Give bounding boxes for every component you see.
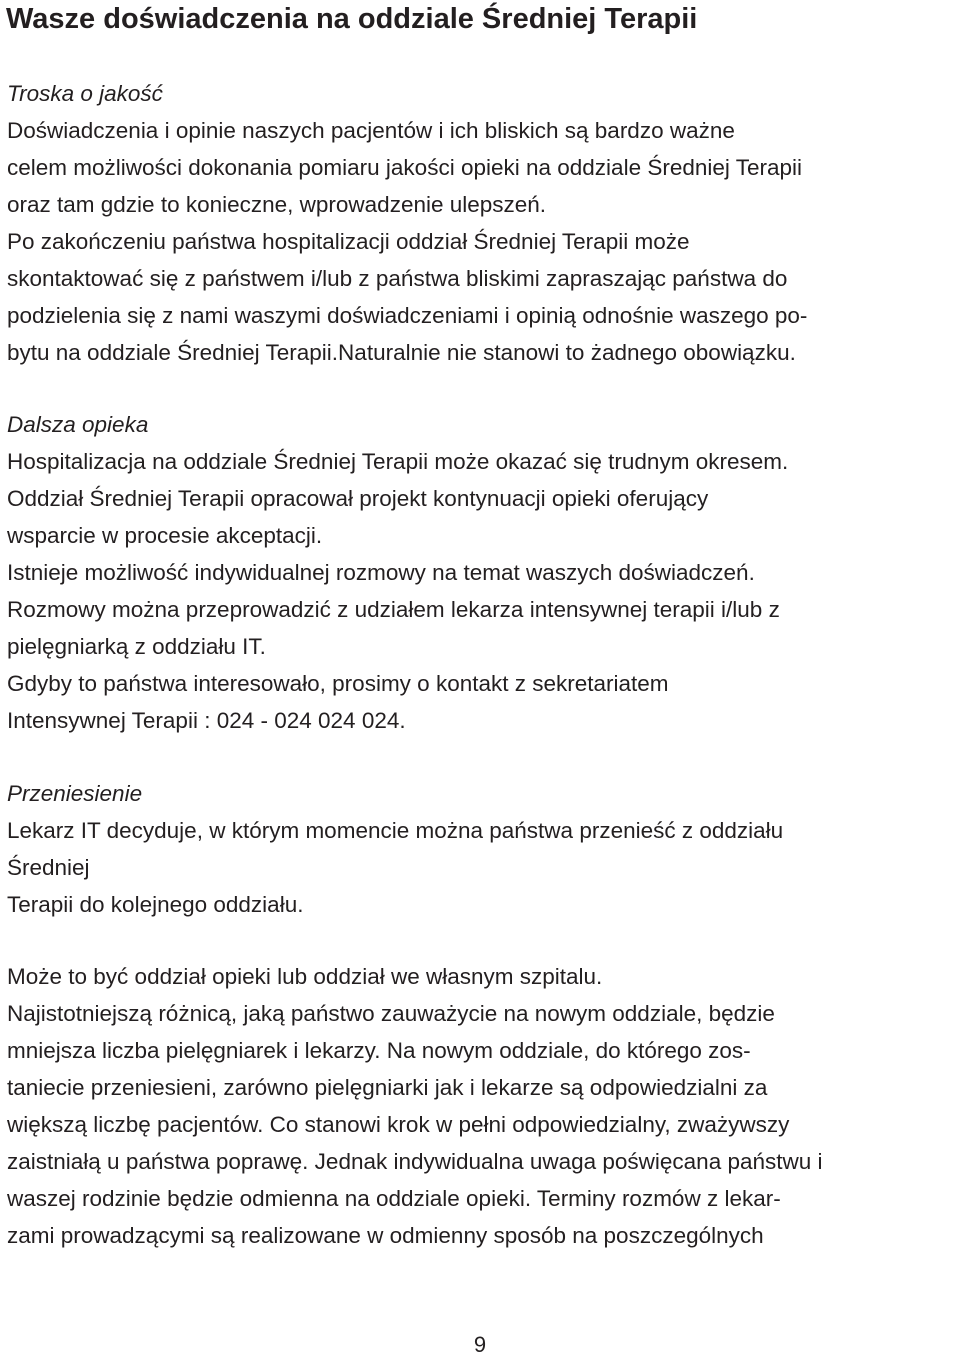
paragraph-line: Po zakończeniu państwa hospitalizacji oddział Średniej Terapii może: [7, 229, 690, 254]
paragraph-line: Może to być oddział opieki lub oddział we własnym szpitalu.: [7, 964, 603, 989]
paragraph-line: większą liczbę pacjentów. Co stanowi krok w pełni odpowiedzialny, zważywszy: [7, 1112, 790, 1137]
page-number: 9: [473, 1332, 487, 1357]
paragraph-line: pielęgniarką z oddziału IT.: [7, 634, 266, 659]
paragraph-line: Oddział Średniej Terapii opracował projekt kontynuacji opieki oferujący: [7, 486, 709, 511]
paragraph-line: skontaktować się z państwem i/lub z państwa bliskimi zapraszając państwa do: [7, 266, 788, 291]
paragraph-line: Doświadczenia i opinie naszych pacjentów i ich bliskich są bardzo ważne: [7, 118, 735, 143]
paragraph-line: zami prowadzącymi są realizowane w odmienny sposób na poszczególnych: [7, 1223, 764, 1248]
section-heading: Troska o jakość: [7, 81, 163, 106]
paragraph-line: Istnieje możliwość indywidualnej rozmowy na temat waszych doświadczeń.: [7, 560, 755, 585]
paragraph-line: wsparcie w procesie akceptacji.: [7, 523, 323, 548]
paragraph-line: mniejsza liczba pielęgniarek i lekarzy. Na nowym oddziale, do którego zos-: [7, 1038, 751, 1063]
paragraph-line: Hospitalizacja na oddziale Średniej Terapii może okazać się trudnym okresem.: [7, 449, 789, 474]
page-title: Wasze doświadczenia na oddziale Średniej Terapii: [6, 3, 698, 35]
paragraph-line: Gdyby to państwa interesowało, prosimy o kontakt z sekretariatem: [7, 671, 669, 696]
paragraph-line: Lekarz IT decyduje, w którym momencie można państwa przenieść z oddziału: [7, 818, 784, 843]
paragraph-line: taniecie przeniesieni, zarówno pielęgniarki jak i lekarze są odpowiedzialni za: [7, 1075, 768, 1100]
paragraph-line: Rozmowy można przeprowadzić z udziałem lekarza intensywnej terapii i/lub z: [7, 597, 780, 622]
paragraph-line: bytu na oddziale Średniej Terapii.Naturalnie nie stanowi to żadnego obowiązku.: [7, 340, 796, 365]
paragraph-line: Średniej: [7, 855, 90, 880]
paragraph-line: zaistniałą u państwa poprawę. Jednak indywidualna uwaga poświęcana państwu i: [7, 1149, 823, 1174]
paragraph-line: Intensywnej Terapii : 024 - 024 024 024.: [7, 708, 406, 733]
section-heading: Przeniesienie: [7, 781, 143, 806]
paragraph-line: celem możliwości dokonania pomiaru jakości opieki na oddziale Średniej Terapii: [7, 155, 803, 180]
paragraph-line: podzielenia się z nami waszymi doświadczeniami i opinią odnośnie waszego po-: [7, 303, 808, 328]
paragraph-line: Terapii do kolejnego oddziału.: [7, 892, 304, 917]
paragraph-line: waszej rodzinie będzie odmienna na oddziale opieki. Terminy rozmów z lekar-: [7, 1186, 781, 1211]
paragraph-line: oraz tam gdzie to konieczne, wprowadzenie ulepszeń.: [7, 192, 547, 217]
section-heading: Dalsza opieka: [7, 412, 149, 437]
paragraph-line: Najistotniejszą różnicą, jaką państwo zauważycie na nowym oddziale, będzie: [7, 1001, 775, 1026]
